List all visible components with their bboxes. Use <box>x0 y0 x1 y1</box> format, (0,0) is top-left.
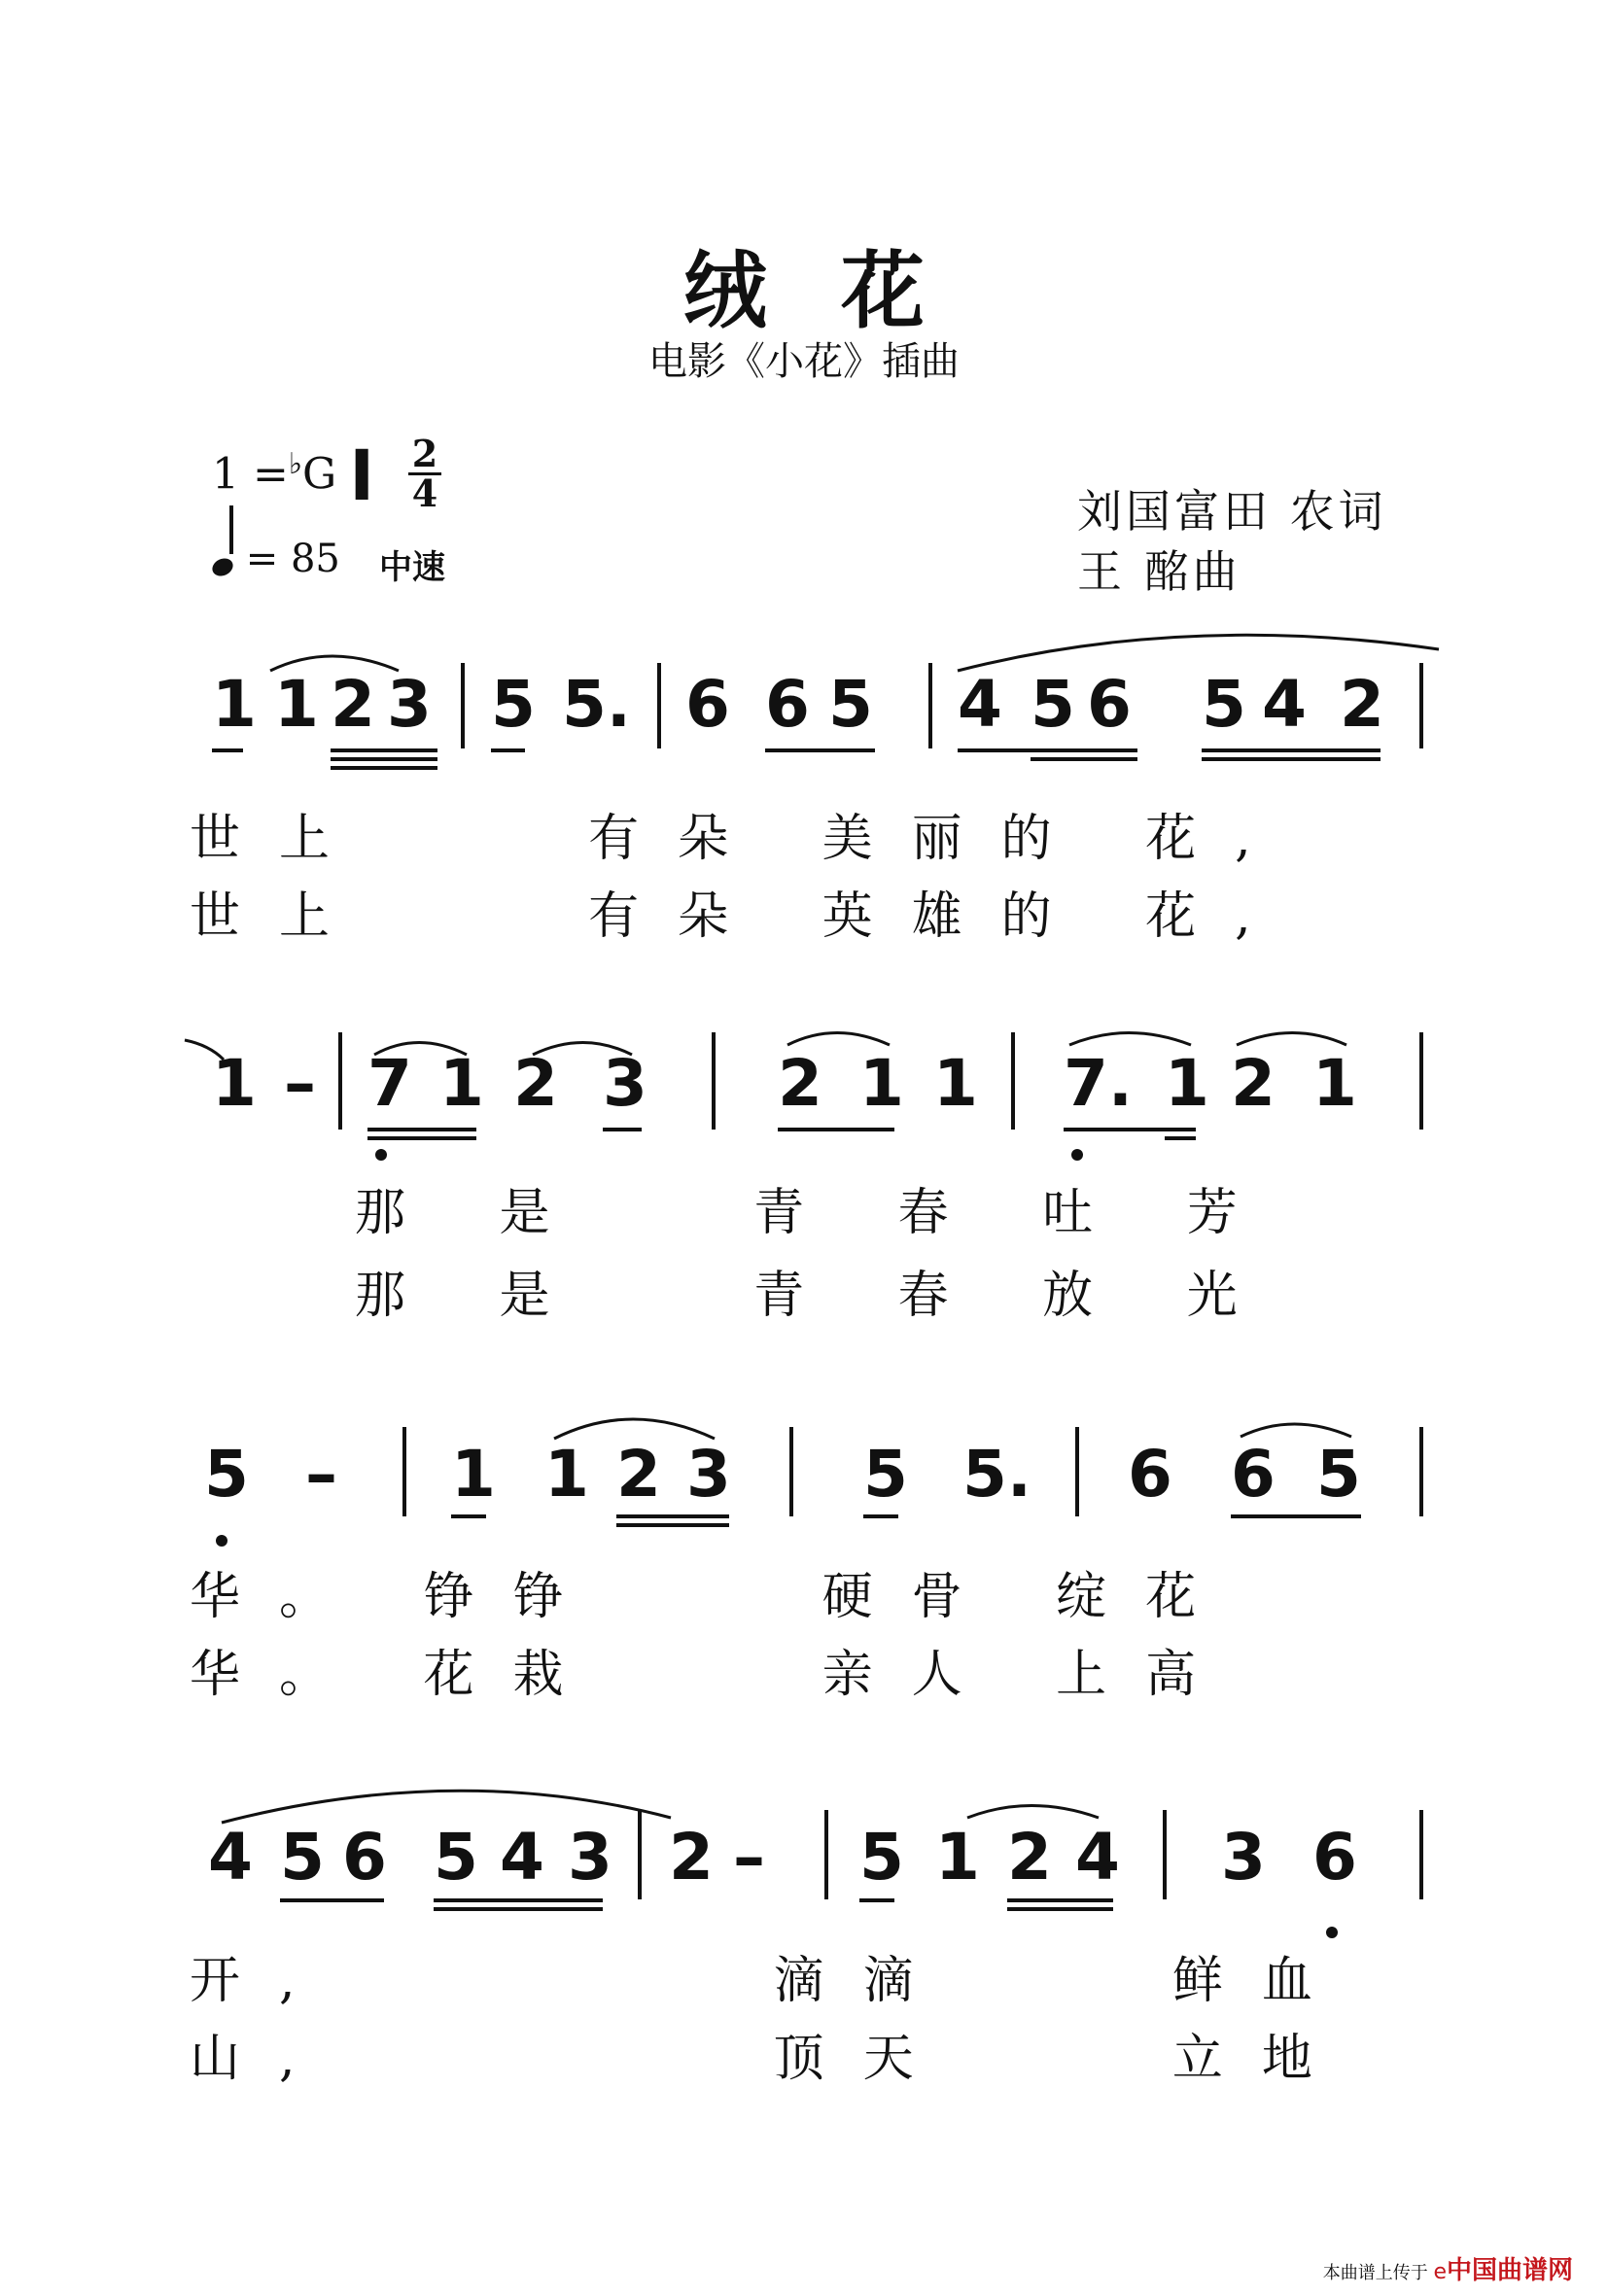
low-octave-dot <box>1071 1149 1083 1161</box>
note-digit: 2 <box>1340 667 1384 742</box>
note-digit: 1 <box>212 667 257 742</box>
note-digit: 1 <box>859 1046 904 1121</box>
quarter-note-icon <box>209 555 235 579</box>
site-name: 中国曲谱网 <box>1446 2256 1573 2285</box>
note-digit: 5 <box>280 1820 325 1895</box>
lyric-line: 那 是 青 春 放 光 <box>355 1267 1276 1325</box>
lyric-line: 那 是 青 春 吐 芳 <box>355 1184 1276 1242</box>
tempo-mark <box>212 537 340 581</box>
song-title <box>0 224 1608 344</box>
note-digit: 5 <box>1316 1437 1361 1512</box>
lyric-line: 世上 有朵 美丽的 花, <box>190 810 1290 868</box>
slur <box>554 1419 715 1439</box>
note-digit: 5 <box>828 667 873 742</box>
note-digit: 6 <box>685 667 730 742</box>
footer-credit <box>1323 2250 1573 2286</box>
note-digit: 3 <box>686 1437 731 1512</box>
note-digit: 1 <box>439 1046 484 1121</box>
note-digit: 5 <box>1031 667 1075 742</box>
title-char: 绒 <box>683 243 767 340</box>
tempo-value: = 85 <box>245 537 340 581</box>
note-digit: 1 <box>274 667 319 742</box>
note-digit: 6 <box>1231 1437 1276 1512</box>
underlines-system-4 <box>280 1900 1113 1909</box>
lyric-line: 开, 滴滴 鲜血 <box>190 1952 1351 2010</box>
key-note: G <box>302 449 337 500</box>
note-digit: 6 <box>342 1820 387 1895</box>
footer-text: 本曲谱上传于 <box>1322 2263 1428 2283</box>
site-logo-icon: e <box>1433 2260 1447 2284</box>
note-digit: 2 <box>331 667 375 742</box>
lyric-line: 世上 有朵 英雄的 花, <box>190 887 1290 946</box>
note-digit: 2 <box>513 1046 558 1121</box>
note-digit: 6 <box>1087 667 1132 742</box>
slur <box>1069 1033 1191 1046</box>
note-digit: 4 <box>1262 667 1307 742</box>
note-digit: 6 <box>765 667 810 742</box>
note-digit: 4 <box>1075 1820 1120 1895</box>
note-digit: 2 <box>778 1046 822 1121</box>
note-digit: 5 <box>859 1820 904 1895</box>
note-digit: 2 <box>1007 1820 1052 1895</box>
lyric-line: 华。 花栽 亲人 上高 <box>190 1646 1236 1704</box>
time-signature <box>408 432 441 515</box>
note-digit: 7. <box>1064 1046 1133 1121</box>
note-digit: 3 <box>387 667 432 742</box>
key-prefix: 1 = <box>212 449 289 500</box>
lyricist-credit: 刘国富田 农词 <box>1077 485 1387 538</box>
note-digit: 3 <box>1221 1820 1266 1895</box>
note-digit: 1 <box>451 1437 496 1512</box>
lyric-line: 山, 顶天 立地 <box>190 2030 1351 2088</box>
note-digit: 1 <box>212 1046 257 1121</box>
note-digit: – <box>305 1437 337 1512</box>
note-digit: 6 <box>1312 1820 1357 1895</box>
note-digit: 7 <box>367 1046 412 1121</box>
note-digit: 5 <box>204 1437 249 1512</box>
low-octave-dot <box>216 1535 227 1547</box>
meter-denominator: 4 <box>411 471 438 515</box>
lyric-line: 华。 铮铮 硬骨 绽花 <box>190 1568 1236 1626</box>
low-octave-dot <box>375 1149 387 1161</box>
note-digit: 5 <box>434 1820 478 1895</box>
note-digit: 2 <box>669 1820 714 1895</box>
slur <box>787 1033 890 1046</box>
note-digit: – <box>733 1820 765 1895</box>
title-char: 花 <box>841 243 925 340</box>
note-digit: 5 <box>491 667 536 742</box>
note-digit: 2 <box>616 1437 661 1512</box>
tempo-marking: 中速 <box>379 548 445 587</box>
key-signature <box>212 447 389 500</box>
slur <box>967 1806 1099 1819</box>
note-digit: 5 <box>1202 667 1246 742</box>
note-digit: 1 <box>933 1046 978 1121</box>
note-digit: 1 <box>1312 1046 1357 1121</box>
note-digit: – <box>284 1046 316 1121</box>
note-digit: 5. <box>962 1437 1031 1512</box>
slur <box>1241 1424 1351 1437</box>
bracket-icon: ▍ <box>356 449 390 500</box>
note-digit: 5. <box>562 667 631 742</box>
note-digit: 6 <box>1128 1437 1172 1512</box>
note-digit: 4 <box>208 1820 253 1895</box>
note-digit: 5 <box>863 1437 908 1512</box>
underlines-system-2 <box>367 1130 1196 1138</box>
low-octave-dot <box>1326 1927 1338 1938</box>
meter-numerator: 2 <box>408 435 441 475</box>
slur <box>958 635 1439 671</box>
note-digit: 1 <box>1165 1046 1209 1121</box>
note-digit: 3 <box>568 1820 612 1895</box>
note-digit: 1 <box>935 1820 980 1895</box>
slur <box>222 1791 671 1823</box>
song-subtitle: 电影《小花》插曲 <box>648 339 960 384</box>
note-digit: 4 <box>958 667 1002 742</box>
underlines-system-3 <box>451 1516 1361 1525</box>
slur <box>1237 1033 1346 1046</box>
flat-sign: ♭ <box>288 447 303 481</box>
underlines-system-1 <box>212 750 1381 768</box>
note-digit: 1 <box>544 1437 589 1512</box>
note-digit: 2 <box>1231 1046 1276 1121</box>
composer-credit: 王 酩曲 <box>1077 545 1241 598</box>
note-digit: 3 <box>603 1046 647 1121</box>
note-digit: 4 <box>500 1820 544 1895</box>
